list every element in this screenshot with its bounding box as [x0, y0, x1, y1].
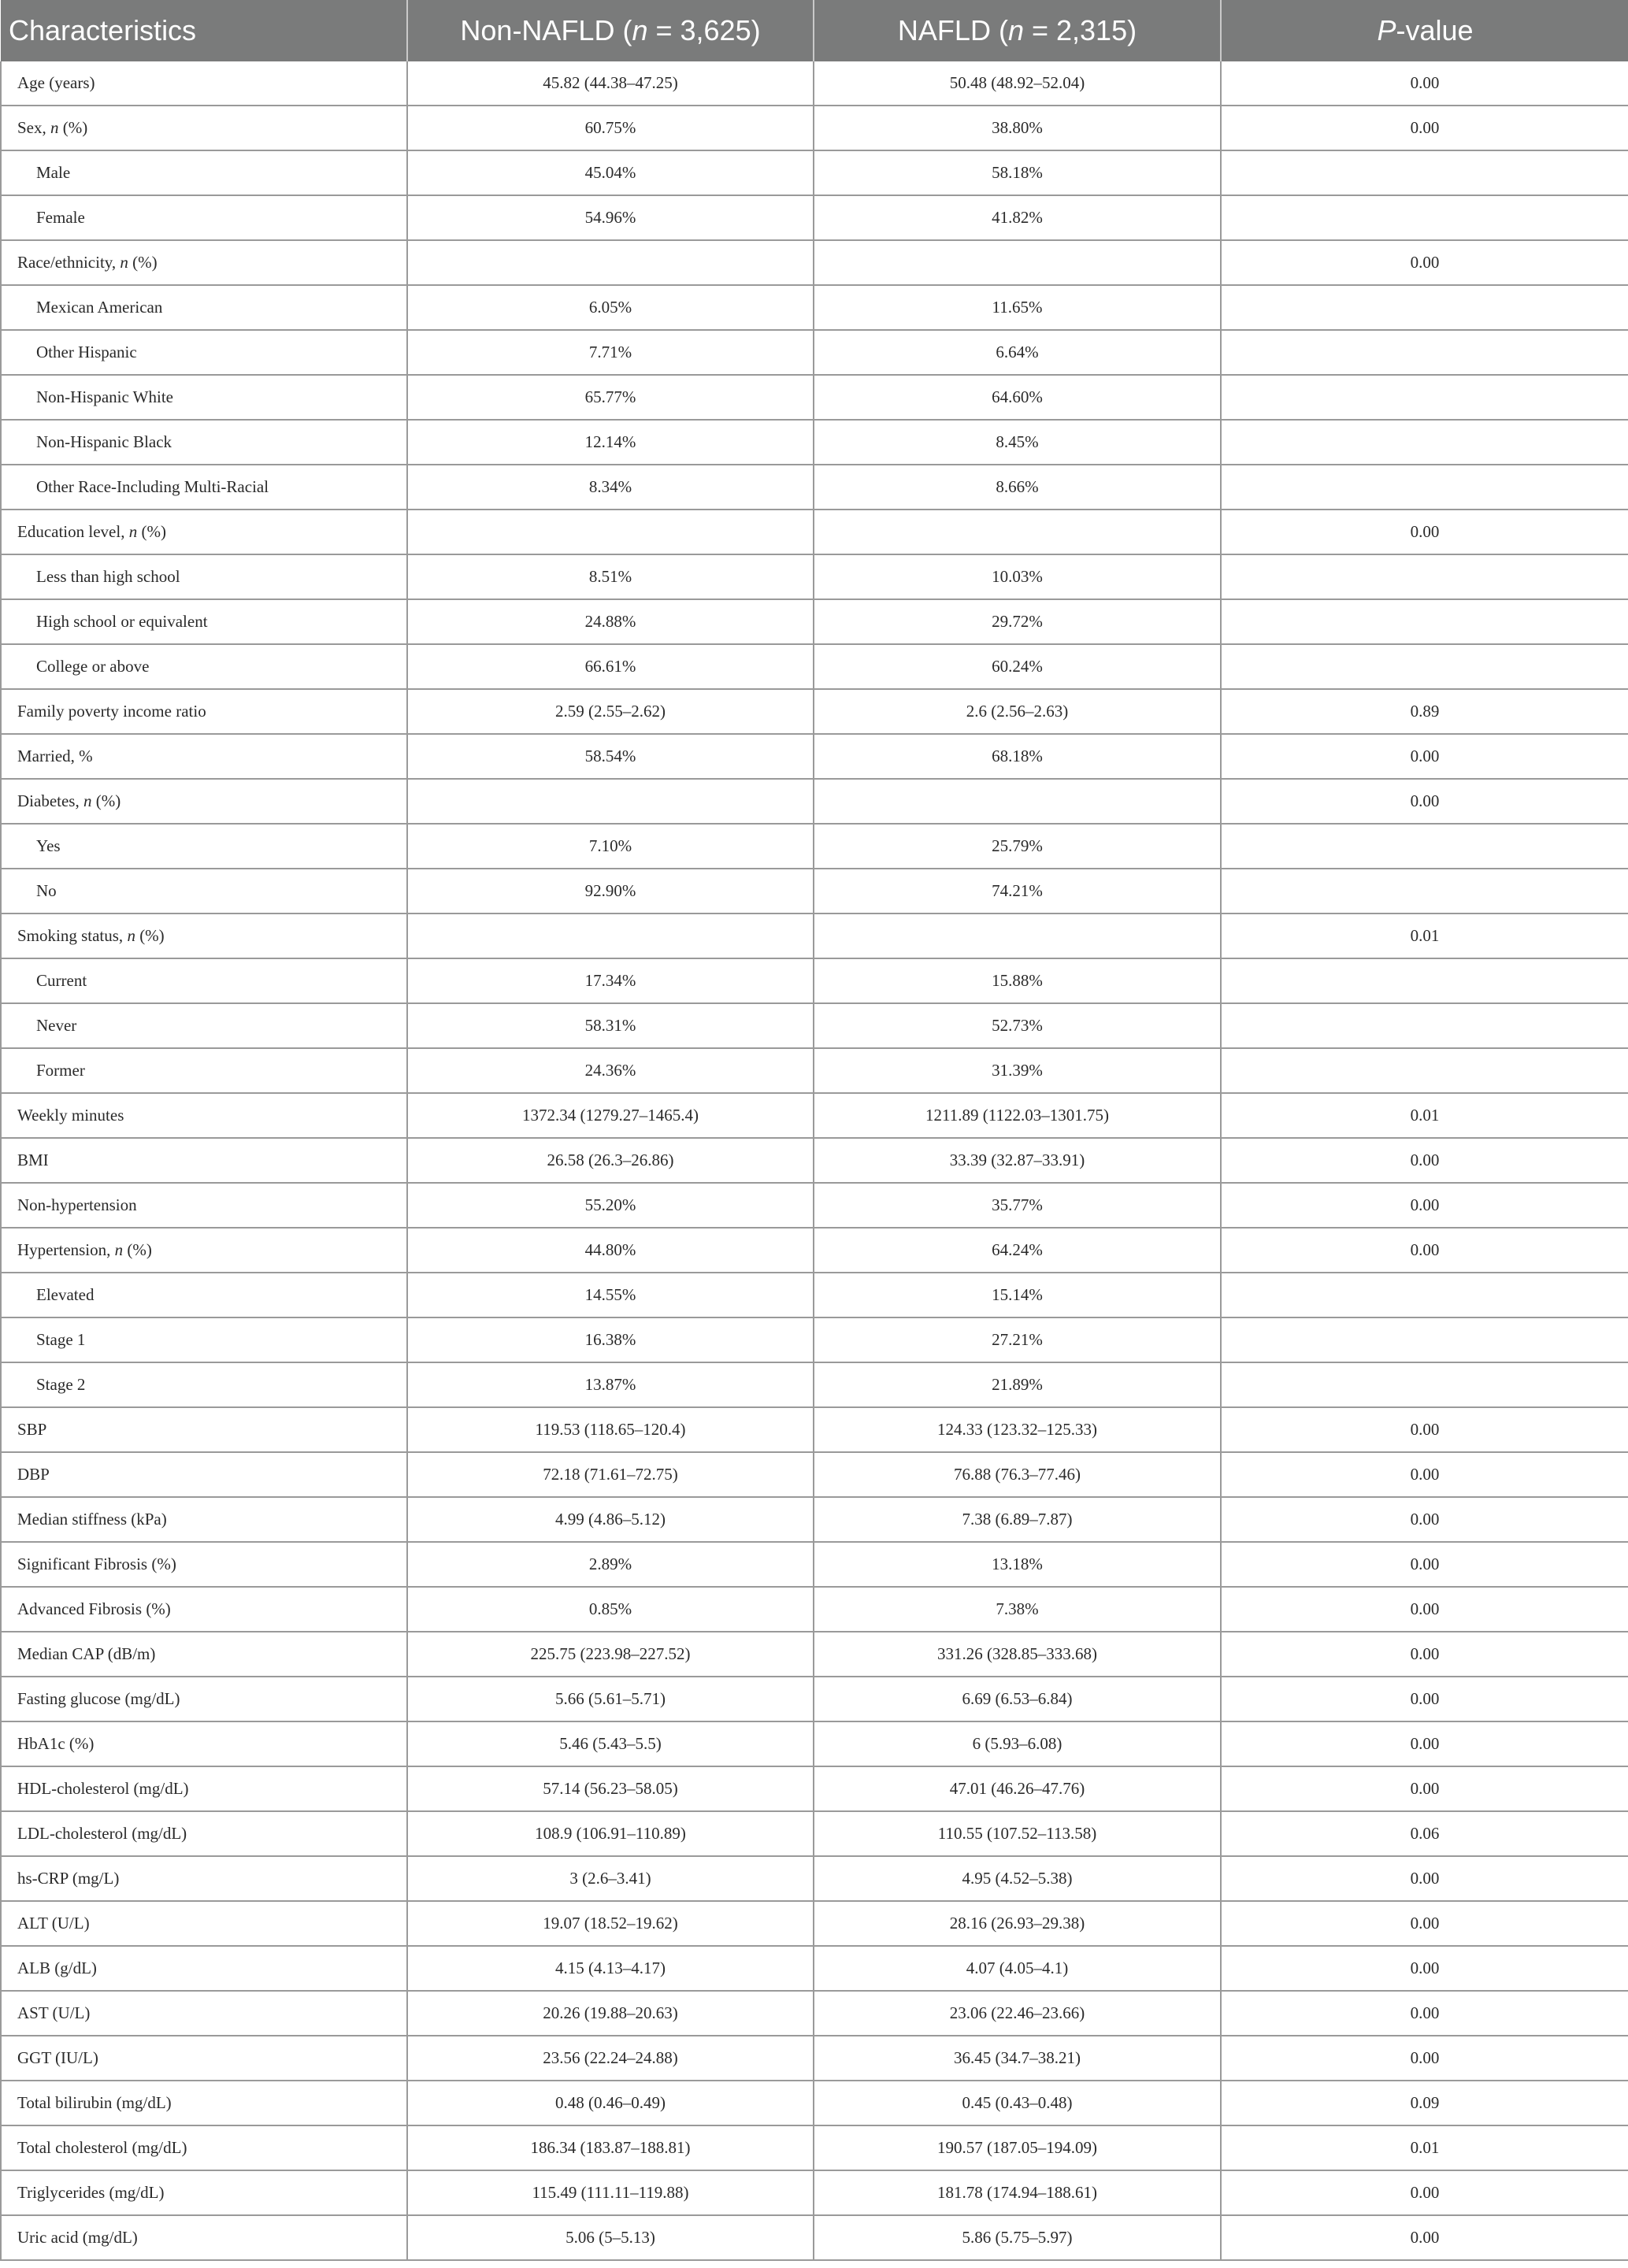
cell-characteristic: Total cholesterol (mg/dL) [1, 2125, 407, 2170]
cell-non-nafld [407, 240, 814, 285]
cell-characteristic: Non-Hispanic Black [1, 420, 407, 465]
cell-nafld: 35.77% [814, 1183, 1221, 1228]
cell-p-value: 0.01 [1221, 2125, 1628, 2170]
cell-nafld [814, 510, 1221, 554]
table-body [1, 61, 1628, 2260]
cell-p-value [1221, 1317, 1628, 1362]
cell-characteristic: Current [1, 958, 407, 1003]
cell-nafld: 13.18% [814, 1542, 1221, 1587]
cell-nafld: 10.03% [814, 554, 1221, 599]
cell-characteristic: College or above [1, 644, 407, 689]
header-row [1, 0, 1628, 61]
cell-non-nafld: 20.26 (19.88–20.63) [407, 1991, 814, 2036]
table-row [1, 1766, 1628, 1811]
table-row [1, 1632, 1628, 1677]
cell-p-value: 0.00 [1221, 1632, 1628, 1677]
cell-p-value [1221, 420, 1628, 465]
cell-characteristic: Education level, n (%) [1, 510, 407, 554]
cell-p-value: 0.09 [1221, 2081, 1628, 2125]
cell-characteristic: Total bilirubin (mg/dL) [1, 2081, 407, 2125]
cell-p-value [1221, 285, 1628, 330]
table-row [1, 465, 1628, 510]
table-row [1, 1273, 1628, 1317]
cell-non-nafld: 57.14 (56.23–58.05) [407, 1766, 814, 1811]
cell-non-nafld: 5.06 (5–5.13) [407, 2215, 814, 2260]
table-header [1, 0, 1628, 61]
cell-non-nafld: 8.51% [407, 554, 814, 599]
header-non-nafld: Non-NAFLD (n = 3,625) [407, 0, 814, 61]
cell-non-nafld: 5.66 (5.61–5.71) [407, 1677, 814, 1721]
cell-non-nafld: 3 (2.6–3.41) [407, 1856, 814, 1901]
table-row [1, 2036, 1628, 2081]
header-p-value: P-value [1221, 0, 1628, 61]
table-row [1, 1003, 1628, 1048]
cell-nafld: 181.78 (174.94–188.61) [814, 2170, 1221, 2215]
table-row [1, 599, 1628, 644]
cell-nafld: 64.24% [814, 1228, 1221, 1273]
cell-p-value [1221, 1003, 1628, 1048]
table-row [1, 1048, 1628, 1093]
cell-p-value: 0.00 [1221, 1901, 1628, 1946]
table-row [1, 2125, 1628, 2170]
cell-nafld: 6.64% [814, 330, 1221, 375]
cell-non-nafld: 45.04% [407, 150, 814, 195]
cell-nafld: 190.57 (187.05–194.09) [814, 2125, 1221, 2170]
cell-non-nafld: 92.90% [407, 869, 814, 914]
cell-non-nafld: 2.59 (2.55–2.62) [407, 689, 814, 734]
cell-p-value: 0.89 [1221, 689, 1628, 734]
table-row [1, 1452, 1628, 1497]
cell-non-nafld: 7.10% [407, 824, 814, 869]
cell-characteristic: Hypertension, n (%) [1, 1228, 407, 1273]
cell-non-nafld [407, 779, 814, 824]
cell-p-value [1221, 869, 1628, 914]
cell-non-nafld: 45.82 (44.38–47.25) [407, 61, 814, 106]
table-row [1, 1991, 1628, 2036]
cell-non-nafld [407, 914, 814, 958]
cell-non-nafld: 186.34 (183.87–188.81) [407, 2125, 814, 2170]
cell-p-value: 0.00 [1221, 1497, 1628, 1542]
cell-p-value: 0.00 [1221, 510, 1628, 554]
cell-characteristic: AST (U/L) [1, 1991, 407, 2036]
cell-nafld: 31.39% [814, 1048, 1221, 1093]
cell-non-nafld: 4.15 (4.13–4.17) [407, 1946, 814, 1991]
cell-non-nafld: 12.14% [407, 420, 814, 465]
cell-nafld: 23.06 (22.46–23.66) [814, 1991, 1221, 2036]
cell-non-nafld: 115.49 (111.11–119.88) [407, 2170, 814, 2215]
cell-non-nafld: 44.80% [407, 1228, 814, 1273]
cell-p-value: 0.00 [1221, 240, 1628, 285]
cell-nafld: 4.95 (4.52–5.38) [814, 1856, 1221, 1901]
cell-p-value: 0.00 [1221, 1946, 1628, 1991]
cell-characteristic: Former [1, 1048, 407, 1093]
cell-characteristic: Married, % [1, 734, 407, 779]
cell-nafld: 38.80% [814, 106, 1221, 150]
table-row [1, 1587, 1628, 1632]
cell-nafld: 29.72% [814, 599, 1221, 644]
cell-p-value [1221, 644, 1628, 689]
cell-characteristic: Female [1, 195, 407, 240]
cell-characteristic: Male [1, 150, 407, 195]
cell-nafld [814, 914, 1221, 958]
cell-characteristic: Elevated [1, 1273, 407, 1317]
cell-non-nafld: 24.88% [407, 599, 814, 644]
table-row [1, 2215, 1628, 2260]
cell-non-nafld: 225.75 (223.98–227.52) [407, 1632, 814, 1677]
cell-characteristic: Weekly minutes [1, 1093, 407, 1138]
cell-non-nafld: 16.38% [407, 1317, 814, 1362]
table-row [1, 1497, 1628, 1542]
cell-nafld: 60.24% [814, 644, 1221, 689]
cell-p-value: 0.01 [1221, 1093, 1628, 1138]
cell-nafld: 64.60% [814, 375, 1221, 420]
cell-non-nafld: 7.71% [407, 330, 814, 375]
cell-non-nafld: 6.05% [407, 285, 814, 330]
cell-characteristic: Other Hispanic [1, 330, 407, 375]
cell-non-nafld: 119.53 (118.65–120.4) [407, 1407, 814, 1452]
cell-nafld: 8.66% [814, 465, 1221, 510]
cell-p-value: 0.00 [1221, 1766, 1628, 1811]
cell-p-value: 0.00 [1221, 1542, 1628, 1587]
cell-characteristic: Stage 2 [1, 1362, 407, 1407]
table-row [1, 61, 1628, 106]
cell-characteristic: Non-Hispanic White [1, 375, 407, 420]
cell-characteristic: No [1, 869, 407, 914]
cell-characteristic: HbA1c (%) [1, 1721, 407, 1766]
cell-characteristic: Median stiffness (kPa) [1, 1497, 407, 1542]
table-row [1, 869, 1628, 914]
cell-non-nafld: 8.34% [407, 465, 814, 510]
table-row [1, 1677, 1628, 1721]
cell-nafld: 36.45 (34.7–38.21) [814, 2036, 1221, 2081]
cell-p-value [1221, 554, 1628, 599]
cell-non-nafld: 0.85% [407, 1587, 814, 1632]
table-row [1, 824, 1628, 869]
table-row [1, 1811, 1628, 1856]
table-row [1, 150, 1628, 195]
cell-p-value [1221, 195, 1628, 240]
cell-nafld: 0.45 (0.43–0.48) [814, 2081, 1221, 2125]
cell-non-nafld: 2.89% [407, 1542, 814, 1587]
cell-non-nafld: 108.9 (106.91–110.89) [407, 1811, 814, 1856]
table-row [1, 1138, 1628, 1183]
cell-non-nafld: 1372.34 (1279.27–1465.4) [407, 1093, 814, 1138]
cell-nafld: 2.6 (2.56–2.63) [814, 689, 1221, 734]
cell-non-nafld: 24.36% [407, 1048, 814, 1093]
cell-p-value [1221, 150, 1628, 195]
cell-nafld: 52.73% [814, 1003, 1221, 1048]
cell-p-value: 0.00 [1221, 1228, 1628, 1273]
cell-p-value: 0.00 [1221, 1183, 1628, 1228]
cell-characteristic: Diabetes, n (%) [1, 779, 407, 824]
cell-characteristic: ALB (g/dL) [1, 1946, 407, 1991]
cell-non-nafld: 26.58 (26.3–26.86) [407, 1138, 814, 1183]
table-row [1, 375, 1628, 420]
cell-p-value: 0.00 [1221, 1407, 1628, 1452]
cell-nafld: 74.21% [814, 869, 1221, 914]
cell-nafld: 110.55 (107.52–113.58) [814, 1811, 1221, 1856]
cell-p-value [1221, 824, 1628, 869]
cell-nafld: 41.82% [814, 195, 1221, 240]
cell-characteristic: Less than high school [1, 554, 407, 599]
cell-non-nafld: 72.18 (71.61–72.75) [407, 1452, 814, 1497]
table-row [1, 554, 1628, 599]
cell-nafld: 1211.89 (1122.03–1301.75) [814, 1093, 1221, 1138]
table-row [1, 1721, 1628, 1766]
cell-p-value: 0.00 [1221, 2036, 1628, 2081]
cell-characteristic: GGT (IU/L) [1, 2036, 407, 2081]
cell-non-nafld: 54.96% [407, 195, 814, 240]
cell-non-nafld: 58.31% [407, 1003, 814, 1048]
table-row [1, 1093, 1628, 1138]
cell-p-value: 0.01 [1221, 914, 1628, 958]
cell-characteristic: Mexican American [1, 285, 407, 330]
table-row [1, 1228, 1628, 1273]
cell-non-nafld: 17.34% [407, 958, 814, 1003]
cell-characteristic: Advanced Fibrosis (%) [1, 1587, 407, 1632]
cell-characteristic: Sex, n (%) [1, 106, 407, 150]
cell-non-nafld: 66.61% [407, 644, 814, 689]
table-row [1, 1183, 1628, 1228]
cell-nafld: 7.38 (6.89–7.87) [814, 1497, 1221, 1542]
table-row [1, 240, 1628, 285]
cell-non-nafld: 14.55% [407, 1273, 814, 1317]
cell-nafld: 124.33 (123.32–125.33) [814, 1407, 1221, 1452]
cell-p-value [1221, 1362, 1628, 1407]
table-row [1, 285, 1628, 330]
table-row [1, 1542, 1628, 1587]
cell-characteristic: Other Race-Including Multi-Racial [1, 465, 407, 510]
table-row [1, 1946, 1628, 1991]
cell-characteristic: LDL-cholesterol (mg/dL) [1, 1811, 407, 1856]
cell-non-nafld: 19.07 (18.52–19.62) [407, 1901, 814, 1946]
cell-nafld: 58.18% [814, 150, 1221, 195]
cell-characteristic: Fasting glucose (mg/dL) [1, 1677, 407, 1721]
table-row [1, 779, 1628, 824]
table-row [1, 1362, 1628, 1407]
cell-non-nafld: 58.54% [407, 734, 814, 779]
cell-p-value: 0.00 [1221, 1138, 1628, 1183]
cell-nafld: 6 (5.93–6.08) [814, 1721, 1221, 1766]
cell-p-value: 0.00 [1221, 106, 1628, 150]
table-row [1, 689, 1628, 734]
cell-characteristic: Smoking status, n (%) [1, 914, 407, 958]
cell-p-value: 0.06 [1221, 1811, 1628, 1856]
cell-p-value [1221, 1273, 1628, 1317]
cell-characteristic: hs-CRP (mg/L) [1, 1856, 407, 1901]
cell-nafld [814, 779, 1221, 824]
cell-non-nafld: 23.56 (22.24–24.88) [407, 2036, 814, 2081]
cell-p-value: 0.00 [1221, 1677, 1628, 1721]
table-row [1, 1317, 1628, 1362]
cell-characteristic: DBP [1, 1452, 407, 1497]
table-row [1, 330, 1628, 375]
cell-p-value: 0.00 [1221, 2170, 1628, 2215]
cell-p-value [1221, 465, 1628, 510]
cell-characteristic: Yes [1, 824, 407, 869]
cell-p-value [1221, 958, 1628, 1003]
cell-p-value [1221, 330, 1628, 375]
cell-p-value: 0.00 [1221, 1856, 1628, 1901]
cell-p-value: 0.00 [1221, 2215, 1628, 2260]
cell-non-nafld: 13.87% [407, 1362, 814, 1407]
cell-nafld: 68.18% [814, 734, 1221, 779]
cell-non-nafld [407, 510, 814, 554]
table-row [1, 958, 1628, 1003]
cell-characteristic: ALT (U/L) [1, 1901, 407, 1946]
cell-characteristic: Median CAP (dB/m) [1, 1632, 407, 1677]
cell-nafld: 5.86 (5.75–5.97) [814, 2215, 1221, 2260]
cell-p-value [1221, 375, 1628, 420]
cell-nafld: 28.16 (26.93–29.38) [814, 1901, 1221, 1946]
cell-characteristic: Non-hypertension [1, 1183, 407, 1228]
cell-nafld: 33.39 (32.87–33.91) [814, 1138, 1221, 1183]
cell-nafld: 27.21% [814, 1317, 1221, 1362]
cell-nafld: 6.69 (6.53–6.84) [814, 1677, 1221, 1721]
cell-nafld: 76.88 (76.3–77.46) [814, 1452, 1221, 1497]
table-row [1, 2170, 1628, 2215]
cell-characteristic: Triglycerides (mg/dL) [1, 2170, 407, 2215]
cell-nafld: 7.38% [814, 1587, 1221, 1632]
cell-nafld: 11.65% [814, 285, 1221, 330]
cell-nafld: 331.26 (328.85–333.68) [814, 1632, 1221, 1677]
table-row [1, 644, 1628, 689]
cell-p-value: 0.00 [1221, 779, 1628, 824]
table-row [1, 734, 1628, 779]
cell-characteristic: Age (years) [1, 61, 407, 106]
cell-p-value [1221, 599, 1628, 644]
cell-nafld: 21.89% [814, 1362, 1221, 1407]
cell-nafld: 8.45% [814, 420, 1221, 465]
table-row [1, 914, 1628, 958]
cell-non-nafld: 5.46 (5.43–5.5) [407, 1721, 814, 1766]
cell-characteristic: SBP [1, 1407, 407, 1452]
cell-characteristic: High school or equivalent [1, 599, 407, 644]
cell-characteristic: Family poverty income ratio [1, 689, 407, 734]
cell-p-value: 0.00 [1221, 1452, 1628, 1497]
cell-characteristic: Uric acid (mg/dL) [1, 2215, 407, 2260]
cell-non-nafld: 65.77% [407, 375, 814, 420]
cell-nafld: 15.14% [814, 1273, 1221, 1317]
cell-non-nafld: 4.99 (4.86–5.12) [407, 1497, 814, 1542]
cell-p-value: 0.00 [1221, 61, 1628, 106]
cell-p-value: 0.00 [1221, 1721, 1628, 1766]
header-nafld: NAFLD (n = 2,315) [814, 0, 1221, 61]
header-characteristics: Characteristics [1, 0, 407, 61]
cell-characteristic: HDL-cholesterol (mg/dL) [1, 1766, 407, 1811]
cell-characteristic: Race/ethnicity, n (%) [1, 240, 407, 285]
cell-nafld [814, 240, 1221, 285]
table-row [1, 510, 1628, 554]
cell-characteristic: BMI [1, 1138, 407, 1183]
cell-non-nafld: 0.48 (0.46–0.49) [407, 2081, 814, 2125]
cell-characteristic: Significant Fibrosis (%) [1, 1542, 407, 1587]
cell-nafld: 50.48 (48.92–52.04) [814, 61, 1221, 106]
table-row [1, 195, 1628, 240]
cell-p-value: 0.00 [1221, 1587, 1628, 1632]
table-row [1, 106, 1628, 150]
cell-nafld: 4.07 (4.05–4.1) [814, 1946, 1221, 1991]
cell-nafld: 47.01 (46.26–47.76) [814, 1766, 1221, 1811]
cell-characteristic: Stage 1 [1, 1317, 407, 1362]
table-row [1, 420, 1628, 465]
cell-p-value: 0.00 [1221, 734, 1628, 779]
table-row [1, 1901, 1628, 1946]
cell-non-nafld: 60.75% [407, 106, 814, 150]
cell-non-nafld: 55.20% [407, 1183, 814, 1228]
table-row [1, 1407, 1628, 1452]
cell-p-value: 0.00 [1221, 1991, 1628, 2036]
table-row [1, 1856, 1628, 1901]
cell-p-value [1221, 1048, 1628, 1093]
table-row [1, 2081, 1628, 2125]
cell-nafld: 25.79% [814, 824, 1221, 869]
cell-nafld: 15.88% [814, 958, 1221, 1003]
cell-characteristic: Never [1, 1003, 407, 1048]
